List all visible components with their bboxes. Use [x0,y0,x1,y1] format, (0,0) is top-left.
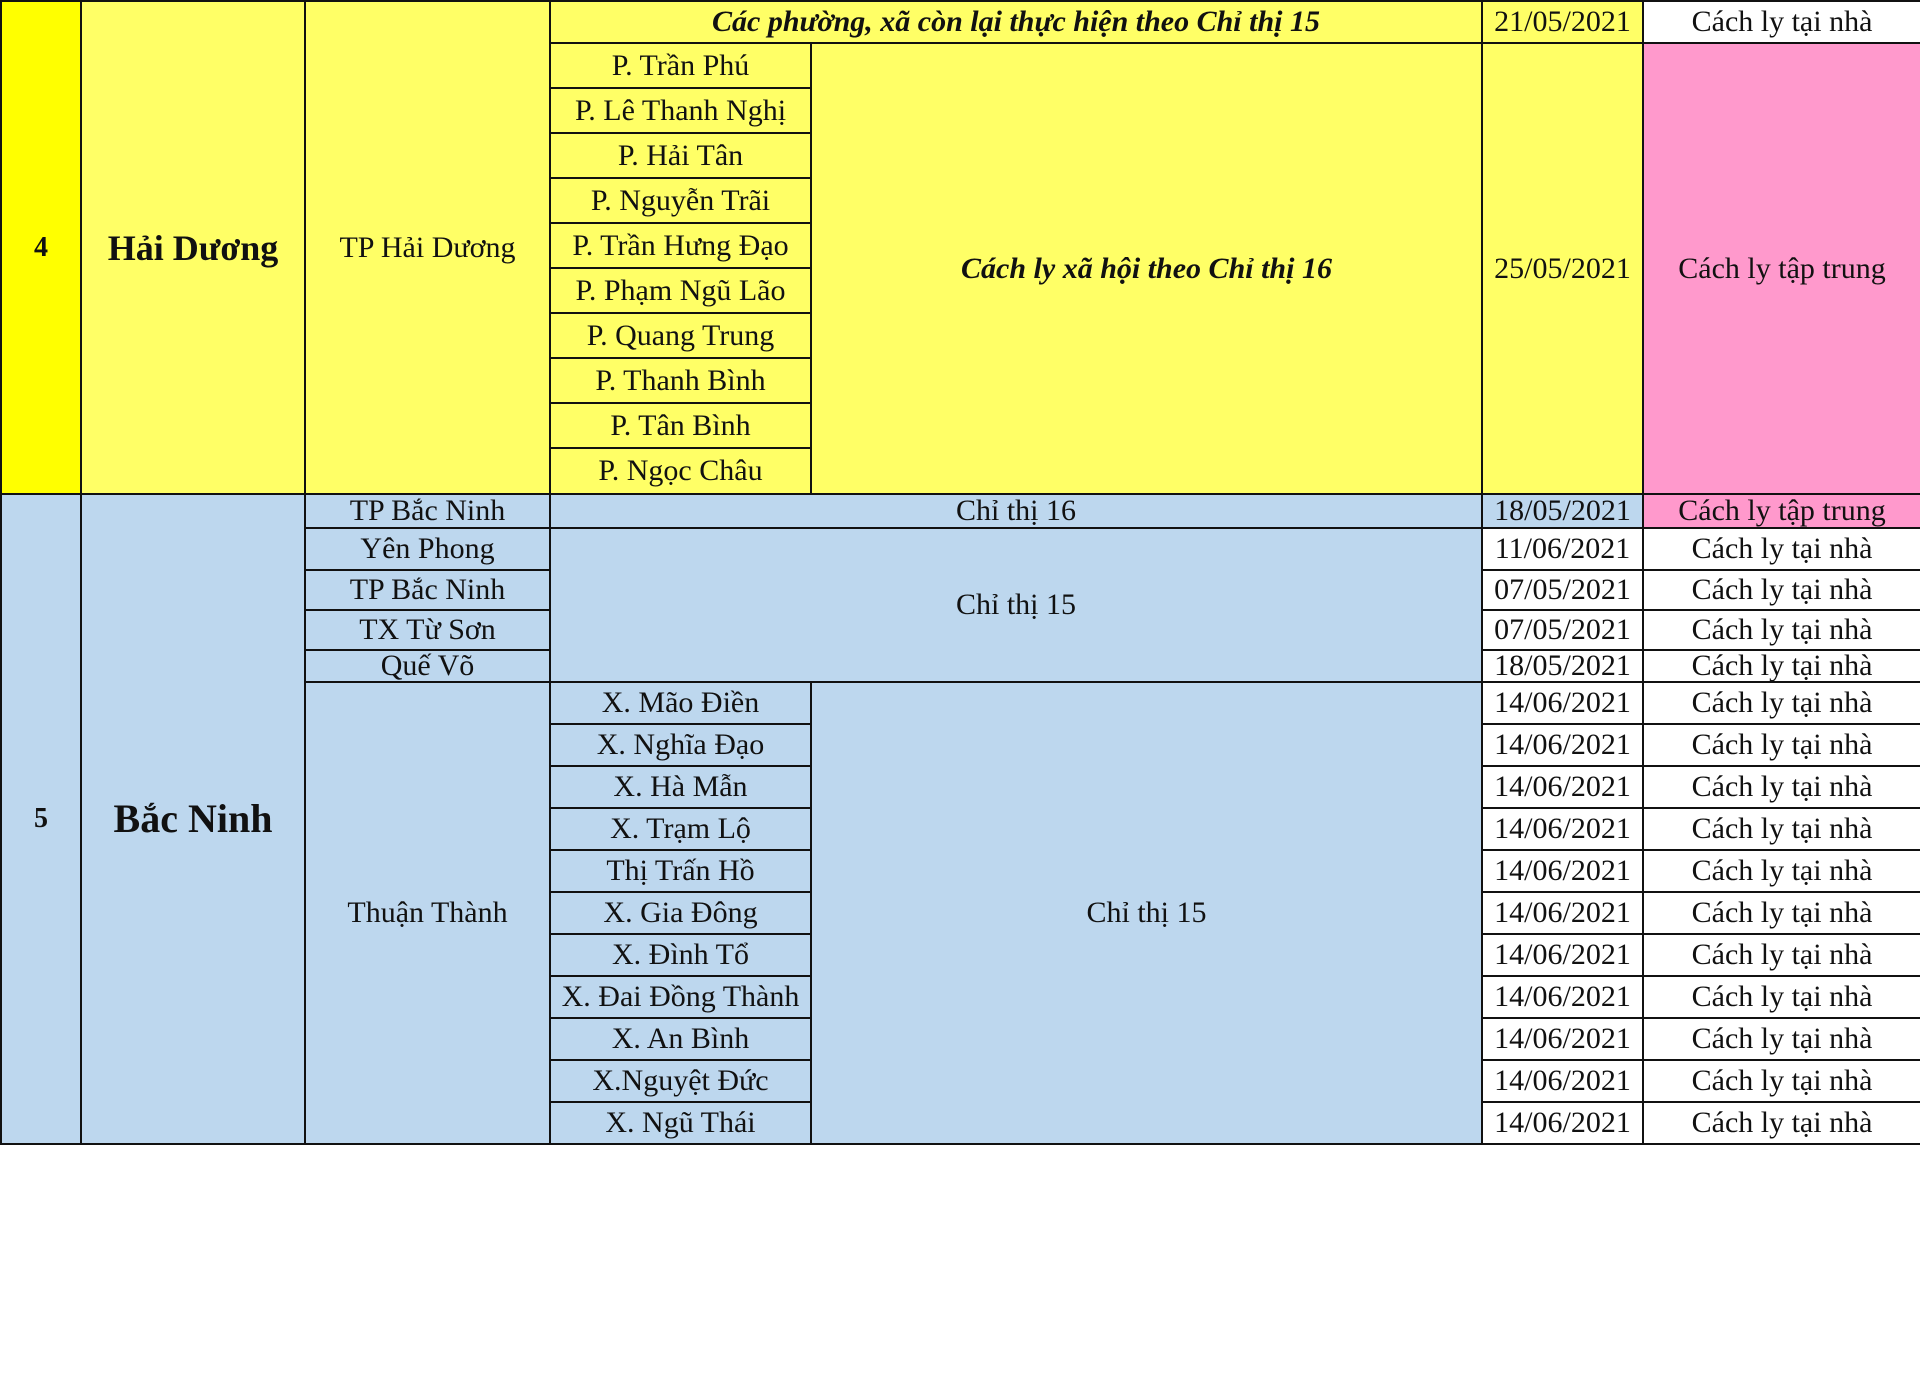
district-cell: TP Bắc Ninh [305,570,550,610]
ward-cell: P. Ngọc Châu [550,448,811,494]
ward-cell: P. Trần Phú [550,43,811,88]
isolation-cell: Cách ly tập trung [1643,494,1920,528]
isolation-cell: Cách ly tại nhà [1643,1060,1920,1102]
commune-cell: X. An Bình [550,1018,811,1060]
date-cell: 21/05/2021 [1482,1,1643,43]
isolation-cell: Cách ly tại nhà [1643,892,1920,934]
isolation-cell: Cách ly tại nhà [1643,724,1920,766]
isolation-cell: Cách ly tại nhà [1643,1018,1920,1060]
isolation-cell: Cách ly tại nhà [1643,1,1920,43]
commune-cell: X. Trạm Lộ [550,808,811,850]
isolation-cell: Cách ly tại nhà [1643,976,1920,1018]
date-cell: 14/06/2021 [1482,766,1643,808]
date-cell: 14/06/2021 [1482,892,1643,934]
isolation-cell: Cách ly tại nhà [1643,682,1920,724]
district-cell: TP Bắc Ninh [305,494,550,528]
district-cell: TX Từ Sơn [305,610,550,650]
table-row [1,1,1920,43]
measure-cell: Các phường, xã còn lại thực hiện theo Chỉ thị 15 [550,1,1482,43]
date-cell: 18/05/2021 [1482,650,1643,682]
isolation-cell: Cách ly tại nhà [1643,934,1920,976]
table-row [1,494,1920,528]
stt-cell: 4 [1,1,81,494]
date-cell: 14/06/2021 [1482,724,1643,766]
ward-cell: P. Quang Trung [550,313,811,358]
isolation-cell: Cách ly tại nhà [1643,808,1920,850]
commune-cell: X. Mão Điền [550,682,811,724]
date-cell: 25/05/2021 [1482,43,1643,494]
measure-cell: Chỉ thị 16 [550,494,1482,528]
commune-cell: X. Ngũ Thái [550,1102,811,1144]
commune-cell: X. Đai Đồng Thành [550,976,811,1018]
isolation-cell: Cách ly tại nhà [1643,650,1920,682]
measure-cell: Chỉ thị 15 [550,528,1482,682]
district-cell: TP Hải Dương [305,1,550,494]
ward-cell: P. Hải Tân [550,133,811,178]
date-cell: 14/06/2021 [1482,934,1643,976]
district-cell: Quế Võ [305,650,550,682]
date-cell: 14/06/2021 [1482,1018,1643,1060]
date-cell: 14/06/2021 [1482,1060,1643,1102]
measure-cell: Chỉ thị 15 [811,682,1482,1144]
ward-cell: P. Nguyễn Trãi [550,178,811,223]
commune-cell: Thị Trấn Hồ [550,850,811,892]
commune-cell: X. Đình Tổ [550,934,811,976]
date-cell: 11/06/2021 [1482,528,1643,570]
date-cell: 14/06/2021 [1482,850,1643,892]
stt-cell: 5 [1,494,81,1144]
isolation-cell: Cách ly tại nhà [1643,766,1920,808]
isolation-cell: Cách ly tại nhà [1643,570,1920,610]
commune-cell: X. Nghĩa Đạo [550,724,811,766]
commune-cell: X. Hà Mẫn [550,766,811,808]
date-cell: 18/05/2021 [1482,494,1643,528]
ward-cell: P. Phạm Ngũ Lão [550,268,811,313]
date-cell: 14/06/2021 [1482,976,1643,1018]
isolation-cell: Cách ly tại nhà [1643,610,1920,650]
isolation-cell: Cách ly tại nhà [1643,1102,1920,1144]
date-cell: 14/06/2021 [1482,808,1643,850]
district-cell: Yên Phong [305,528,550,570]
date-cell: 14/06/2021 [1482,682,1643,724]
measure-cell: Cách ly xã hội theo Chỉ thị 16 [811,43,1482,494]
ward-cell: P. Tân Bình [550,403,811,448]
isolation-cell: Cách ly tại nhà [1643,528,1920,570]
table-body [1,1,1920,1144]
isolation-cell: Cách ly tại nhà [1643,850,1920,892]
commune-cell: X. Gia Đông [550,892,811,934]
province-cell: Hải Dương [81,1,305,494]
district-cell: Thuận Thành [305,682,550,1144]
commune-cell: X.Nguyệt Đức [550,1060,811,1102]
date-cell: 14/06/2021 [1482,1102,1643,1144]
ward-cell: P. Lê Thanh Nghị [550,88,811,133]
date-cell: 07/05/2021 [1482,570,1643,610]
ward-cell: P. Trần Hưng Đạo [550,223,811,268]
ward-cell: P. Thanh Bình [550,358,811,403]
province-cell: Bắc Ninh [81,494,305,1144]
isolation-cell: Cách ly tập trung [1643,43,1920,494]
date-cell: 07/05/2021 [1482,610,1643,650]
